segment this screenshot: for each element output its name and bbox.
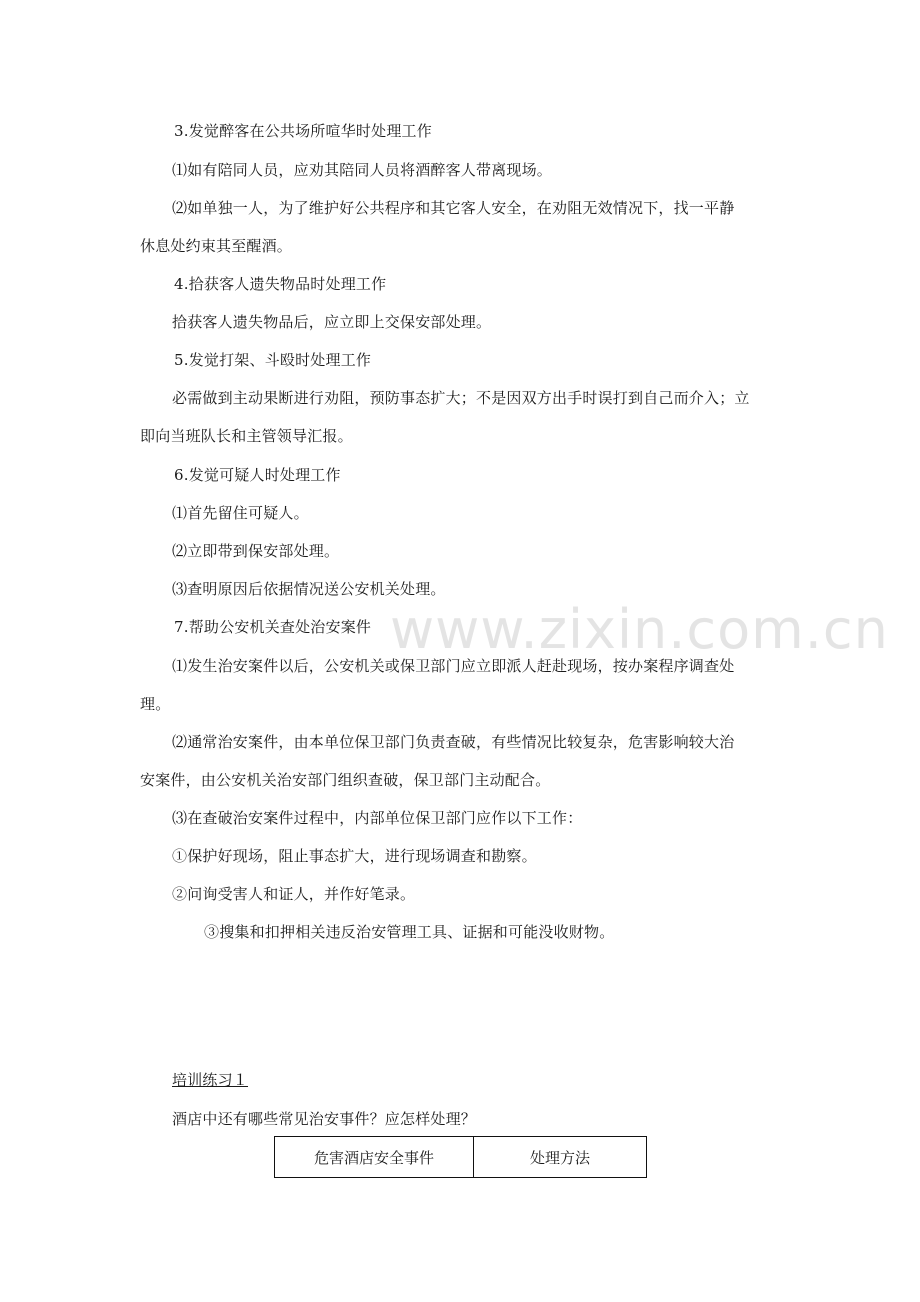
paragraph: ⑴首先留住可疑人。 — [172, 504, 309, 522]
paragraph: 必需做到主动果断进行劝阻，预防事态扩大；不是因双方出手时误打到自己而介入；立 — [172, 389, 750, 407]
paragraph: ⑵立即带到保安部处理。 — [172, 542, 340, 560]
paragraph: 理。 — [140, 695, 171, 713]
exercise-question: 酒店中还有哪些常见治安事件？应怎样处理？ — [172, 1110, 477, 1128]
paragraph: ⑶在查破治安案件过程中，内部单位保卫部门应作以下工作： — [172, 809, 583, 827]
paragraph: 安案件，由公安机关治安部门组织查破，保卫部门主动配合。 — [140, 771, 551, 789]
list-item: ③搜集和扣押相关违反治安管理工具、证据和可能没收财物。 — [204, 923, 615, 941]
heading-5: 5.发觉打架、斗殴时处理工作 — [174, 351, 372, 369]
heading-4: 4.拾获客人遗失物品时处理工作 — [174, 275, 387, 293]
paragraph: ⑵如单独一人，为了维护好公共程序和其它客人安全，在劝阻无效情况下，找一平静 — [172, 199, 735, 217]
heading-6: 6.发觉可疑人时处理工作 — [174, 466, 341, 484]
paragraph: ⑵通常治安案件，由本单位保卫部门负责查破，有些情况比较复杂，危害影响较大治 — [172, 733, 735, 751]
paragraph: ⑴如有陪同人员，应劝其陪同人员将酒醉客人带离现场。 — [172, 161, 553, 179]
list-item: ①保护好现场，阻止事态扩大，进行现场调查和勘察。 — [172, 847, 537, 865]
paragraph: ⑶查明原因后依据情况送公安机关处理。 — [172, 580, 446, 598]
table-header-cell: 危害酒店安全事件 — [275, 1137, 474, 1178]
paragraph: 即向当班队长和主管领导汇报。 — [140, 427, 353, 445]
watermark: www.zixin.com.cn — [390, 598, 889, 661]
exercise-title: 培训练习１ — [172, 1071, 249, 1089]
heading-7: 7.帮助公安机关查处治安案件 — [174, 618, 372, 636]
heading-3: 3.发觉醉客在公共场所喧华时处理工作 — [174, 122, 432, 140]
table-row — [275, 1137, 647, 1178]
paragraph: 休息处约束其至醒酒。 — [140, 237, 293, 255]
paragraph: 拾获客人遗失物品后，应立即上交保安部处理。 — [172, 313, 492, 331]
paragraph: ⑴发生治安案件以后，公安机关或保卫部门应立即派人赶赴现场，按办案程序调查处 — [172, 657, 735, 675]
table-header-cell: 处理方法 — [474, 1137, 647, 1178]
exercise-table — [274, 1136, 647, 1178]
list-item: ②问询受害人和证人，并作好笔录。 — [172, 885, 416, 903]
